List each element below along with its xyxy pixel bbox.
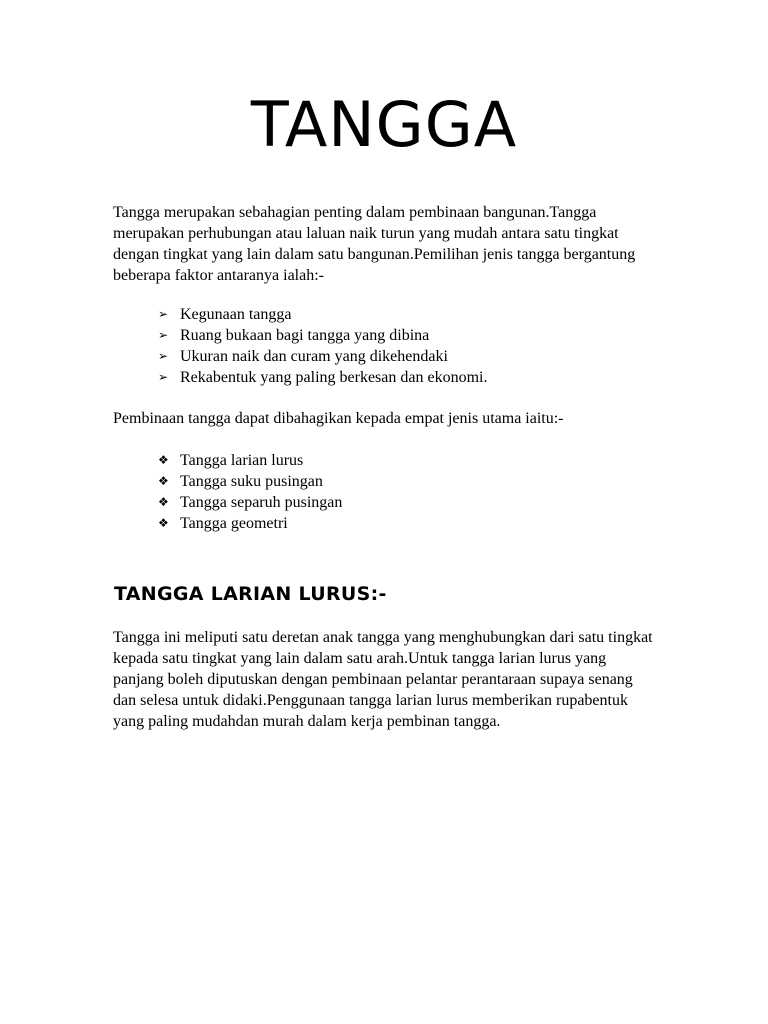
page-title: TANGGA — [250, 88, 518, 161]
list-item — [158, 325, 487, 346]
section-heading: TANGGA LARIAN LURUS:- — [114, 583, 387, 605]
list-item — [158, 471, 342, 492]
list-item-label: Ukuran naik dan curam yang dikehendaki — [180, 348, 448, 365]
list-item-label: Tangga suku pusingan — [180, 473, 323, 490]
list-item — [158, 367, 487, 388]
arrow-bullet-icon: ➢ — [158, 349, 169, 363]
intro-paragraph: Tangga merupakan sebahagian penting dalam pembinaan bangunan.Tangga merupakan perhubungan atau laluan naik turun yang mudah antara satu tingkat dengan tingkat yang lain dalam satu bangunan.Pemilihan jenis tangga bergantung beberapa faktor antaranya ialah:- — [113, 204, 636, 284]
list-item-label: Rekabentuk yang paling berkesan dan ekonomi. — [180, 369, 488, 386]
section-body-paragraph: Tangga ini meliputi satu deretan anak tangga yang menghubungkan dari satu tingkat kepada satu tingkat yang lain dalam satu arah.Untuk tangga larian lurus yang panjang boleh diputuskan dengan pembinaan pelantar perantaraan supaya senang dan selesa untuk didaki.Penggunaan tangga larian lurus memberikan rupabentuk yang paling mudahdan murah dalam kerja pembinan tangga. — [113, 629, 653, 730]
list-item-label: Ruang bukaan bagi tangga yang dibina — [180, 327, 430, 344]
diamond-bullet-icon: ❖ — [158, 474, 169, 488]
types-list — [158, 450, 342, 534]
types-intro-paragraph: Pembinaan tangga dapat dibahagikan kepada empat jenis utama iaitu:- — [113, 410, 564, 427]
list-item — [158, 513, 342, 534]
factors-list — [158, 304, 487, 388]
list-item-label: Tangga larian lurus — [180, 452, 304, 469]
list-item — [158, 346, 487, 367]
diamond-bullet-icon: ❖ — [158, 453, 169, 467]
diamond-bullet-icon: ❖ — [158, 516, 169, 530]
arrow-bullet-icon: ➢ — [158, 307, 169, 321]
diamond-bullet-icon: ❖ — [158, 495, 169, 509]
list-item-label: Tangga geometri — [180, 515, 288, 532]
list-item — [158, 450, 342, 471]
list-item-label: Kegunaan tangga — [180, 306, 292, 323]
list-item — [158, 492, 342, 513]
arrow-bullet-icon: ➢ — [158, 328, 169, 342]
list-item — [158, 304, 487, 325]
list-item-label: Tangga separuh pusingan — [180, 494, 343, 511]
arrow-bullet-icon: ➢ — [158, 370, 169, 384]
